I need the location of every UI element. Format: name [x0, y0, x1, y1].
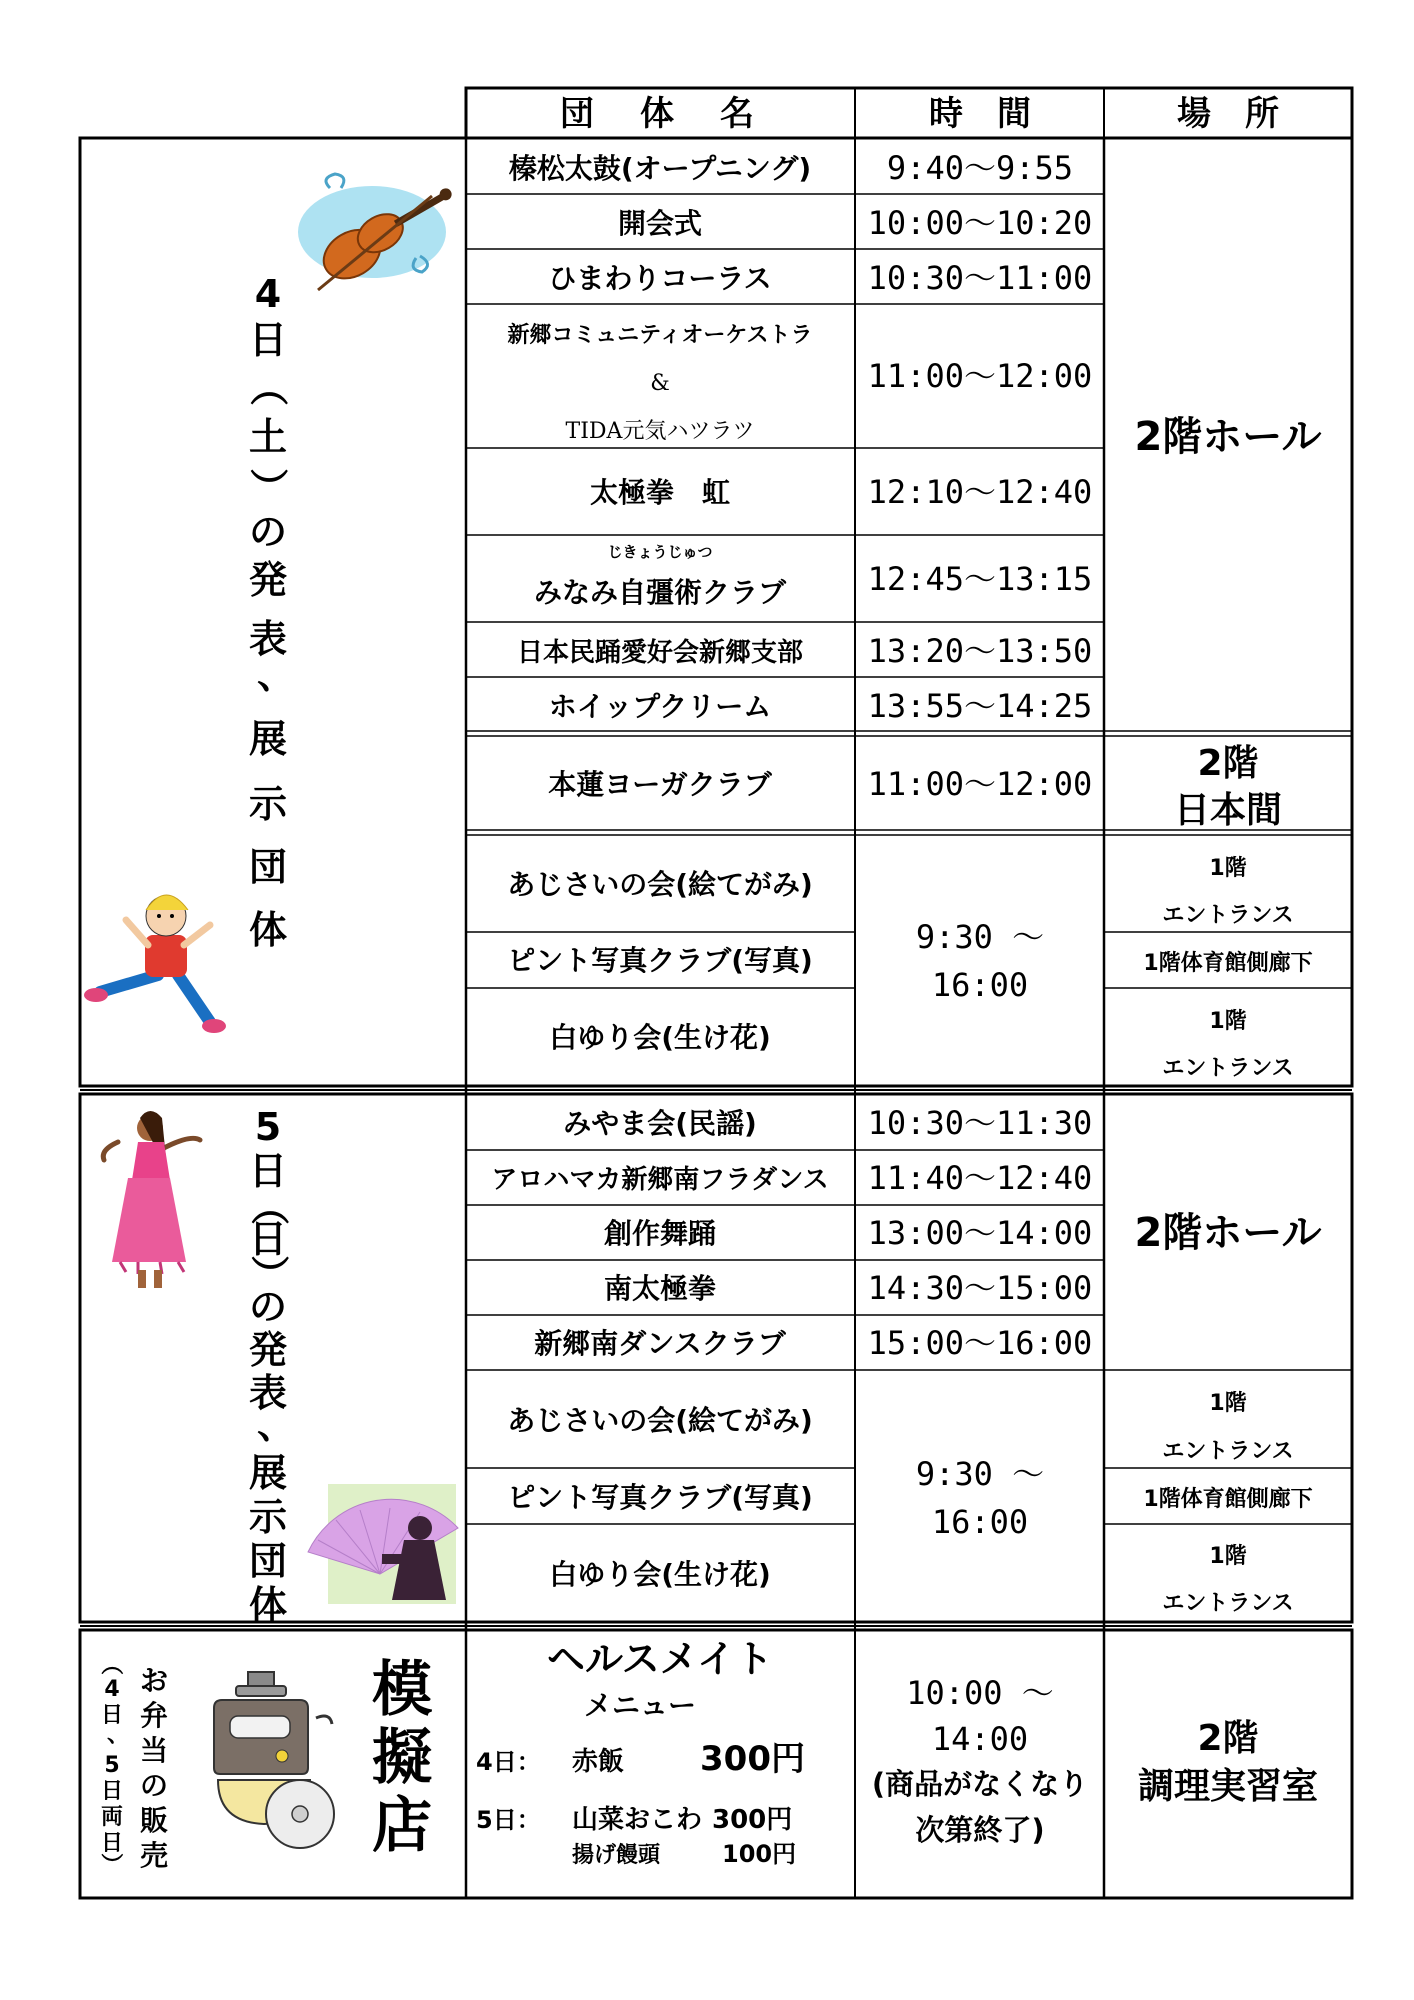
cooking-pot-icon: [214, 1672, 334, 1848]
day4-label-char: （: [246, 367, 290, 407]
exhibit-time: 16:00: [931, 966, 1029, 1004]
mogiten-title-char: 店: [372, 1791, 432, 1861]
performance-time: 14:30〜15:00: [867, 1269, 1093, 1307]
bento-days-char: 日: [100, 1703, 124, 1728]
performance-time: 12:10〜12:40: [867, 473, 1093, 511]
day5-label-char: 発: [248, 1328, 288, 1372]
mogiten-menu: [476, 1637, 805, 1868]
menu-item-day: 4日：: [476, 1748, 541, 1776]
performance-time: 10:30〜11:30: [867, 1104, 1093, 1142]
day4-performance-names: [508, 152, 813, 723]
day5-label-char: 5: [254, 1105, 282, 1149]
menu-item-price: 100円: [722, 1840, 797, 1868]
hula-dancer-icon: [103, 1111, 200, 1288]
exhibit-place: エントランス: [1162, 1591, 1294, 1616]
bento-sale-char: 売: [139, 1839, 169, 1872]
performance-name: 榛松太鼓(オープニング): [508, 152, 812, 185]
performance-name: 太極拳 虹: [589, 476, 731, 509]
violin-icon: [298, 174, 464, 290]
exhibit-time: 16:00: [931, 1503, 1029, 1541]
bento-sale-char: 当: [139, 1734, 169, 1767]
exhibit-name: あじさいの会(絵てがみ): [507, 868, 813, 901]
exhibit-place: 1階: [1209, 1544, 1247, 1569]
bento-days-char: 4: [104, 1677, 120, 1702]
bento-days-char: 両: [100, 1805, 124, 1830]
day5-label-char: 示: [248, 1495, 288, 1539]
bento-sale-vertical: [140, 1664, 168, 1872]
mogiten-place-line: 2階: [1197, 1718, 1259, 1759]
menu-item-name: 揚げ饅頭: [572, 1843, 661, 1868]
menu-title: ヘルスメイト: [546, 1637, 774, 1681]
performance-time: 9:40〜9:55: [886, 149, 1074, 187]
day5-performance-names: [491, 1107, 828, 1360]
day5-label-char: 団: [248, 1539, 288, 1583]
mogiten-time: [872, 1674, 1088, 1847]
day4-label-char: 示: [248, 782, 288, 826]
mogiten-time-note: 次第終了): [915, 1813, 1045, 1847]
day5-label-char: 体: [248, 1583, 288, 1627]
bento-days-char: 5: [104, 1753, 120, 1778]
day5-label-char: （: [247, 1186, 291, 1226]
day4-exhibits: [507, 855, 1312, 1081]
mogiten-time-note: (商品がなくなり: [871, 1767, 1089, 1801]
performance-time: 13:20〜13:50: [867, 632, 1093, 670]
performance-time: 11:00〜12:00: [867, 357, 1093, 395]
day5-label-char: 日: [248, 1149, 288, 1193]
day4-performance-times: [868, 149, 1093, 725]
performance-name: &: [650, 371, 670, 396]
menu-item-name: 赤飯: [572, 1747, 625, 1777]
day5-label-char: 、: [256, 1403, 296, 1447]
bento-days-char: 、: [106, 1723, 130, 1748]
mogiten-title-char: 模: [372, 1655, 432, 1725]
day4-hall-place: 2階ホール: [1134, 414, 1322, 460]
exhibit-place: エントランス: [1162, 1439, 1294, 1464]
day4-label: [246, 272, 295, 952]
bento-sale-char: 販: [139, 1804, 169, 1837]
performance-name: 南太極拳: [603, 1272, 717, 1305]
performance-name: アロハマカ新郷南フラダンス: [491, 1165, 829, 1195]
yoga-time: 11:00〜12:00: [867, 765, 1093, 803]
yoga-name: 本蓮ヨーガクラブ: [548, 768, 772, 801]
performance-time: 13:00〜14:00: [867, 1214, 1093, 1252]
day4-label-char: 展: [248, 717, 288, 761]
mogiten-time-line: 14:00: [931, 1720, 1029, 1758]
mogiten-place: [1138, 1718, 1318, 1807]
bento-days-char: （: [98, 1652, 123, 1676]
mogiten-time-line: 10:00 〜: [906, 1674, 1054, 1712]
day5-label-char: の: [248, 1285, 288, 1329]
exhibit-place: エントランス: [1162, 903, 1294, 928]
exhibit-name: ピント写真クラブ(写真): [507, 1481, 813, 1514]
exhibit-name: 白ゆり会(生け花): [549, 1558, 771, 1591]
bento-days-char: 日: [100, 1831, 124, 1856]
day5-label-char: 表: [248, 1371, 288, 1415]
day4-label-char: 、: [256, 653, 296, 697]
performance-ruby: じきょうじゅつ: [607, 543, 713, 561]
exhibit-name: あじさいの会(絵てがみ): [507, 1404, 813, 1437]
performance-name: 開会式: [617, 207, 703, 240]
performance-name: みやま会(民謡): [563, 1107, 757, 1140]
day5-label-char: 展: [248, 1451, 288, 1495]
exhibit-name: 白ゆり会(生け花): [549, 1021, 771, 1054]
day5-label-char: ）: [247, 1254, 291, 1294]
day4-label-char: 団: [248, 845, 288, 889]
header-group-name: 団 体 名: [560, 94, 760, 134]
menu-item-price: 300円: [712, 1805, 793, 1835]
exhibit-time: 9:30 〜: [915, 1455, 1045, 1493]
yoga-place: 日本間: [1173, 790, 1283, 831]
exhibit-place: 1階: [1209, 1391, 1247, 1416]
day4-label-char: 日: [248, 318, 288, 362]
performance-time: 15:00〜16:00: [867, 1324, 1093, 1362]
bento-days-char: ）: [98, 1852, 123, 1876]
performance-name: TIDA元気ハツラツ: [565, 419, 755, 444]
bento-sale-char: の: [139, 1769, 169, 1802]
performance-time: 11:40〜12:40: [867, 1159, 1093, 1197]
performance-time: 10:00〜10:20: [867, 204, 1093, 242]
day4-yoga-row: [548, 743, 1282, 831]
day4-label-char: 発: [248, 558, 288, 602]
performance-name: ひまわりコーラス: [548, 262, 772, 295]
exhibit-place: 1階体育館側廊下: [1143, 1487, 1313, 1512]
exhibit-place: 1階: [1209, 1009, 1247, 1034]
performance-name: 新郷コミュニティオーケストラ: [507, 323, 813, 348]
performance-name: ホイップクリーム: [548, 690, 772, 723]
day4-label-char: 表: [248, 617, 288, 661]
yoga-place: 2階: [1197, 743, 1259, 784]
performance-name: みなみ自彊術クラブ: [533, 576, 787, 609]
table-header: [560, 94, 1279, 134]
bento-sale-char: 弁: [139, 1699, 169, 1732]
mogiten-title: [372, 1655, 433, 1861]
bento-days-vertical: [98, 1653, 129, 1875]
day5-performance-times: [868, 1104, 1093, 1362]
exhibit-place: 1階体育館側廊下: [1143, 951, 1313, 976]
day5-label-char: 日: [248, 1217, 288, 1261]
performance-time: 10:30〜11:00: [867, 259, 1093, 297]
mogiten-place-line: 調理実習室: [1137, 1766, 1319, 1807]
day5-label: [247, 1105, 295, 1627]
exhibit-place: 1階: [1209, 856, 1247, 881]
menu-item-day: 5日：: [476, 1806, 541, 1834]
fan-dancer-icon: [308, 1484, 458, 1604]
day5-hall-place: 2階ホール: [1134, 1210, 1322, 1256]
header-place: 場 所: [1177, 94, 1279, 134]
day4-label-char: の: [248, 510, 288, 554]
day4-label-char: 土: [248, 415, 288, 459]
header-time: 時 間: [929, 94, 1031, 134]
exhibit-name: ピント写真クラブ(写真): [507, 944, 813, 977]
mogiten-title-char: 擬: [372, 1723, 432, 1793]
exhibit-time: 9:30 〜: [915, 918, 1045, 956]
performance-time: 12:45〜13:15: [867, 560, 1093, 598]
menu-subtitle: メニュー: [583, 1689, 697, 1722]
bento-days-char: 日: [100, 1779, 124, 1804]
performance-time: 13:55〜14:25: [867, 687, 1093, 725]
performance-name: 新郷南ダンスクラブ: [534, 1327, 786, 1360]
day4-label-char: 4: [254, 272, 282, 316]
day5-exhibits: [507, 1390, 1312, 1616]
menu-item-name: 山菜おこわ: [572, 1805, 703, 1835]
day4-label-char: 体: [248, 908, 288, 952]
day4-label-char: ）: [246, 467, 290, 507]
exhibit-place: エントランス: [1162, 1056, 1294, 1081]
performance-name: 創作舞踊: [603, 1217, 717, 1250]
performance-name: 日本民踊愛好会新郷支部: [516, 638, 804, 668]
menu-item-price: 300円: [700, 1739, 805, 1779]
jumping-girl-icon: [84, 895, 226, 1033]
bento-sale-char: お: [139, 1664, 169, 1697]
